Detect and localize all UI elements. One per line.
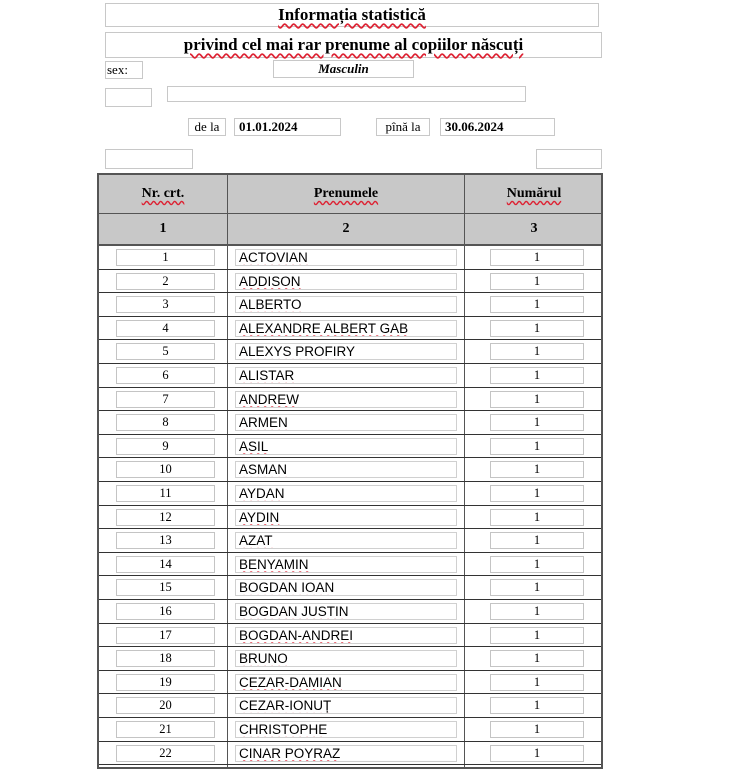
row-name [235, 674, 457, 691]
row-count: 1 [490, 391, 584, 408]
row-count: 1 [490, 414, 584, 431]
row-name [235, 367, 457, 384]
row-name [235, 320, 457, 337]
row-name-text: ASIL [239, 438, 269, 454]
row-count: 1 [490, 320, 584, 337]
row-count: 1 [490, 249, 584, 266]
row-count: 1 [490, 697, 584, 714]
to-label [376, 118, 430, 136]
empty-field-wide [167, 86, 526, 102]
row-name [235, 721, 457, 738]
row-number: 22 [116, 745, 215, 762]
row-number: 1 [116, 249, 215, 266]
row-number: 8 [116, 414, 215, 431]
row-number: 19 [116, 674, 215, 691]
row-name-text: AZAT [239, 533, 273, 549]
row-name [235, 745, 457, 762]
col-header-name: Prenumele [313, 186, 379, 201]
from-label [188, 118, 226, 136]
row-number: 6 [116, 367, 215, 384]
row-count: 1 [490, 461, 584, 478]
row-name-text: ALISTAR [239, 368, 295, 383]
row-count: 1 [490, 745, 584, 762]
row-number: 21 [116, 721, 215, 738]
table-row [99, 600, 601, 624]
report-subtitle-text: privind cel mai rar prenume al copiilor născuți [183, 35, 524, 54]
row-count: 1 [490, 556, 584, 573]
report-subtitle [105, 32, 602, 58]
row-count: 1 [490, 485, 584, 502]
table-row [99, 246, 601, 270]
table-row [99, 458, 601, 482]
col-header-nr: Nr. crt. [141, 186, 185, 201]
row-name [235, 343, 457, 360]
table-row [99, 529, 601, 553]
row-name-text: ALEXYS PROFIRY [239, 344, 356, 360]
table-row [99, 317, 601, 341]
row-name-text: ADDISON [239, 273, 301, 289]
row-count: 1 [490, 627, 584, 644]
col-header-count: Numărul [506, 186, 562, 201]
row-count: 1 [490, 438, 584, 455]
table-header [99, 175, 601, 244]
empty-field-left [105, 149, 193, 169]
row-count: 1 [490, 532, 584, 549]
row-name-text: BOGDAN-ANDREI [239, 627, 354, 643]
table-row [99, 671, 601, 695]
table-row [99, 647, 601, 671]
row-name [235, 249, 457, 266]
table-row [99, 694, 601, 718]
row-number: 13 [116, 532, 215, 549]
row-name-text: AYDAN [239, 486, 285, 501]
row-name [235, 627, 457, 644]
to-label-text: pînă la [385, 119, 421, 134]
row-name [235, 296, 457, 313]
table-row [99, 482, 601, 506]
row-number: 14 [116, 556, 215, 573]
from-date: 01.01.2024 [234, 118, 341, 136]
sex-value: Masculin [273, 60, 414, 78]
from-label-text: de la [194, 119, 220, 134]
row-name-text: BRUNO [239, 651, 288, 667]
row-number: 12 [116, 509, 215, 526]
row-count: 1 [490, 579, 584, 596]
table-row [99, 742, 601, 766]
row-count: 1 [490, 273, 584, 290]
table-row [99, 293, 601, 317]
row-name-text: ASMAN [239, 462, 288, 478]
table-row [99, 435, 601, 459]
sex-label: sex: [105, 61, 143, 79]
row-number: 9 [116, 438, 215, 455]
table-row [99, 624, 601, 648]
row-number: 17 [116, 627, 215, 644]
row-count: 1 [490, 674, 584, 691]
row-name [235, 697, 457, 714]
table-row [99, 718, 601, 742]
row-name [235, 509, 457, 526]
table-row [99, 270, 601, 294]
header-divider [99, 213, 601, 214]
table-row [99, 553, 601, 577]
row-number: 15 [116, 579, 215, 596]
row-name [235, 438, 457, 455]
row-name-text: ANDREW [239, 391, 299, 407]
table-row [99, 388, 601, 412]
row-name [235, 485, 457, 502]
row-name-text: CINAR POYRAZ [239, 745, 341, 761]
table-row [99, 411, 601, 435]
row-name-text: BENYAMIN [239, 556, 309, 572]
row-name-text: ALBERTO [239, 297, 302, 313]
row-name [235, 579, 457, 596]
row-name-text: ALEXANDRE ALBERT GAB [239, 320, 409, 336]
report-title [105, 3, 599, 27]
table-row [99, 576, 601, 600]
row-count: 1 [490, 343, 584, 360]
row-number: 3 [116, 296, 215, 313]
row-name-text: CHRISTOPHE [239, 722, 328, 737]
row-count: 1 [490, 296, 584, 313]
row-number: 11 [116, 485, 215, 502]
row-number: 4 [116, 320, 215, 337]
names-table [97, 173, 603, 769]
row-name-text: BOGDAN IOAN [239, 580, 335, 596]
col-number-3: 3 [530, 221, 538, 236]
to-date: 30.06.2024 [440, 118, 555, 136]
row-count: 1 [490, 603, 584, 620]
empty-field [105, 88, 152, 107]
table-row [99, 340, 601, 364]
row-count: 1 [490, 650, 584, 667]
row-name-text: AYDIN [239, 509, 280, 525]
row-number: 10 [116, 461, 215, 478]
row-number: 5 [116, 343, 215, 360]
col-number-1: 1 [159, 221, 167, 236]
row-count: 1 [490, 509, 584, 526]
row-name [235, 532, 457, 549]
row-name-text: ARMEN [239, 415, 288, 431]
row-count: 1 [490, 367, 584, 384]
row-number: 18 [116, 650, 215, 667]
report-title-text: Informația statistică [278, 5, 426, 24]
row-number: 7 [116, 391, 215, 408]
col-number-2: 2 [342, 221, 350, 236]
row-name [235, 461, 457, 478]
table-row [99, 364, 601, 388]
row-name-text: ACTOVIAN [239, 250, 308, 265]
row-number: 16 [116, 603, 215, 620]
row-name [235, 391, 457, 408]
row-number: 20 [116, 697, 215, 714]
row-name-text: BOGDAN JUSTIN [239, 604, 349, 619]
row-count: 1 [490, 721, 584, 738]
row-name-text: CEZAR-DAMIAN [239, 674, 342, 690]
table-row [99, 506, 601, 530]
row-name [235, 650, 457, 667]
row-name [235, 414, 457, 431]
row-name [235, 273, 457, 290]
row-name-text: CEZAR-IONUȚ [239, 698, 332, 714]
row-name [235, 603, 457, 620]
row-name [235, 556, 457, 573]
row-number: 2 [116, 273, 215, 290]
empty-field-right [536, 149, 602, 169]
